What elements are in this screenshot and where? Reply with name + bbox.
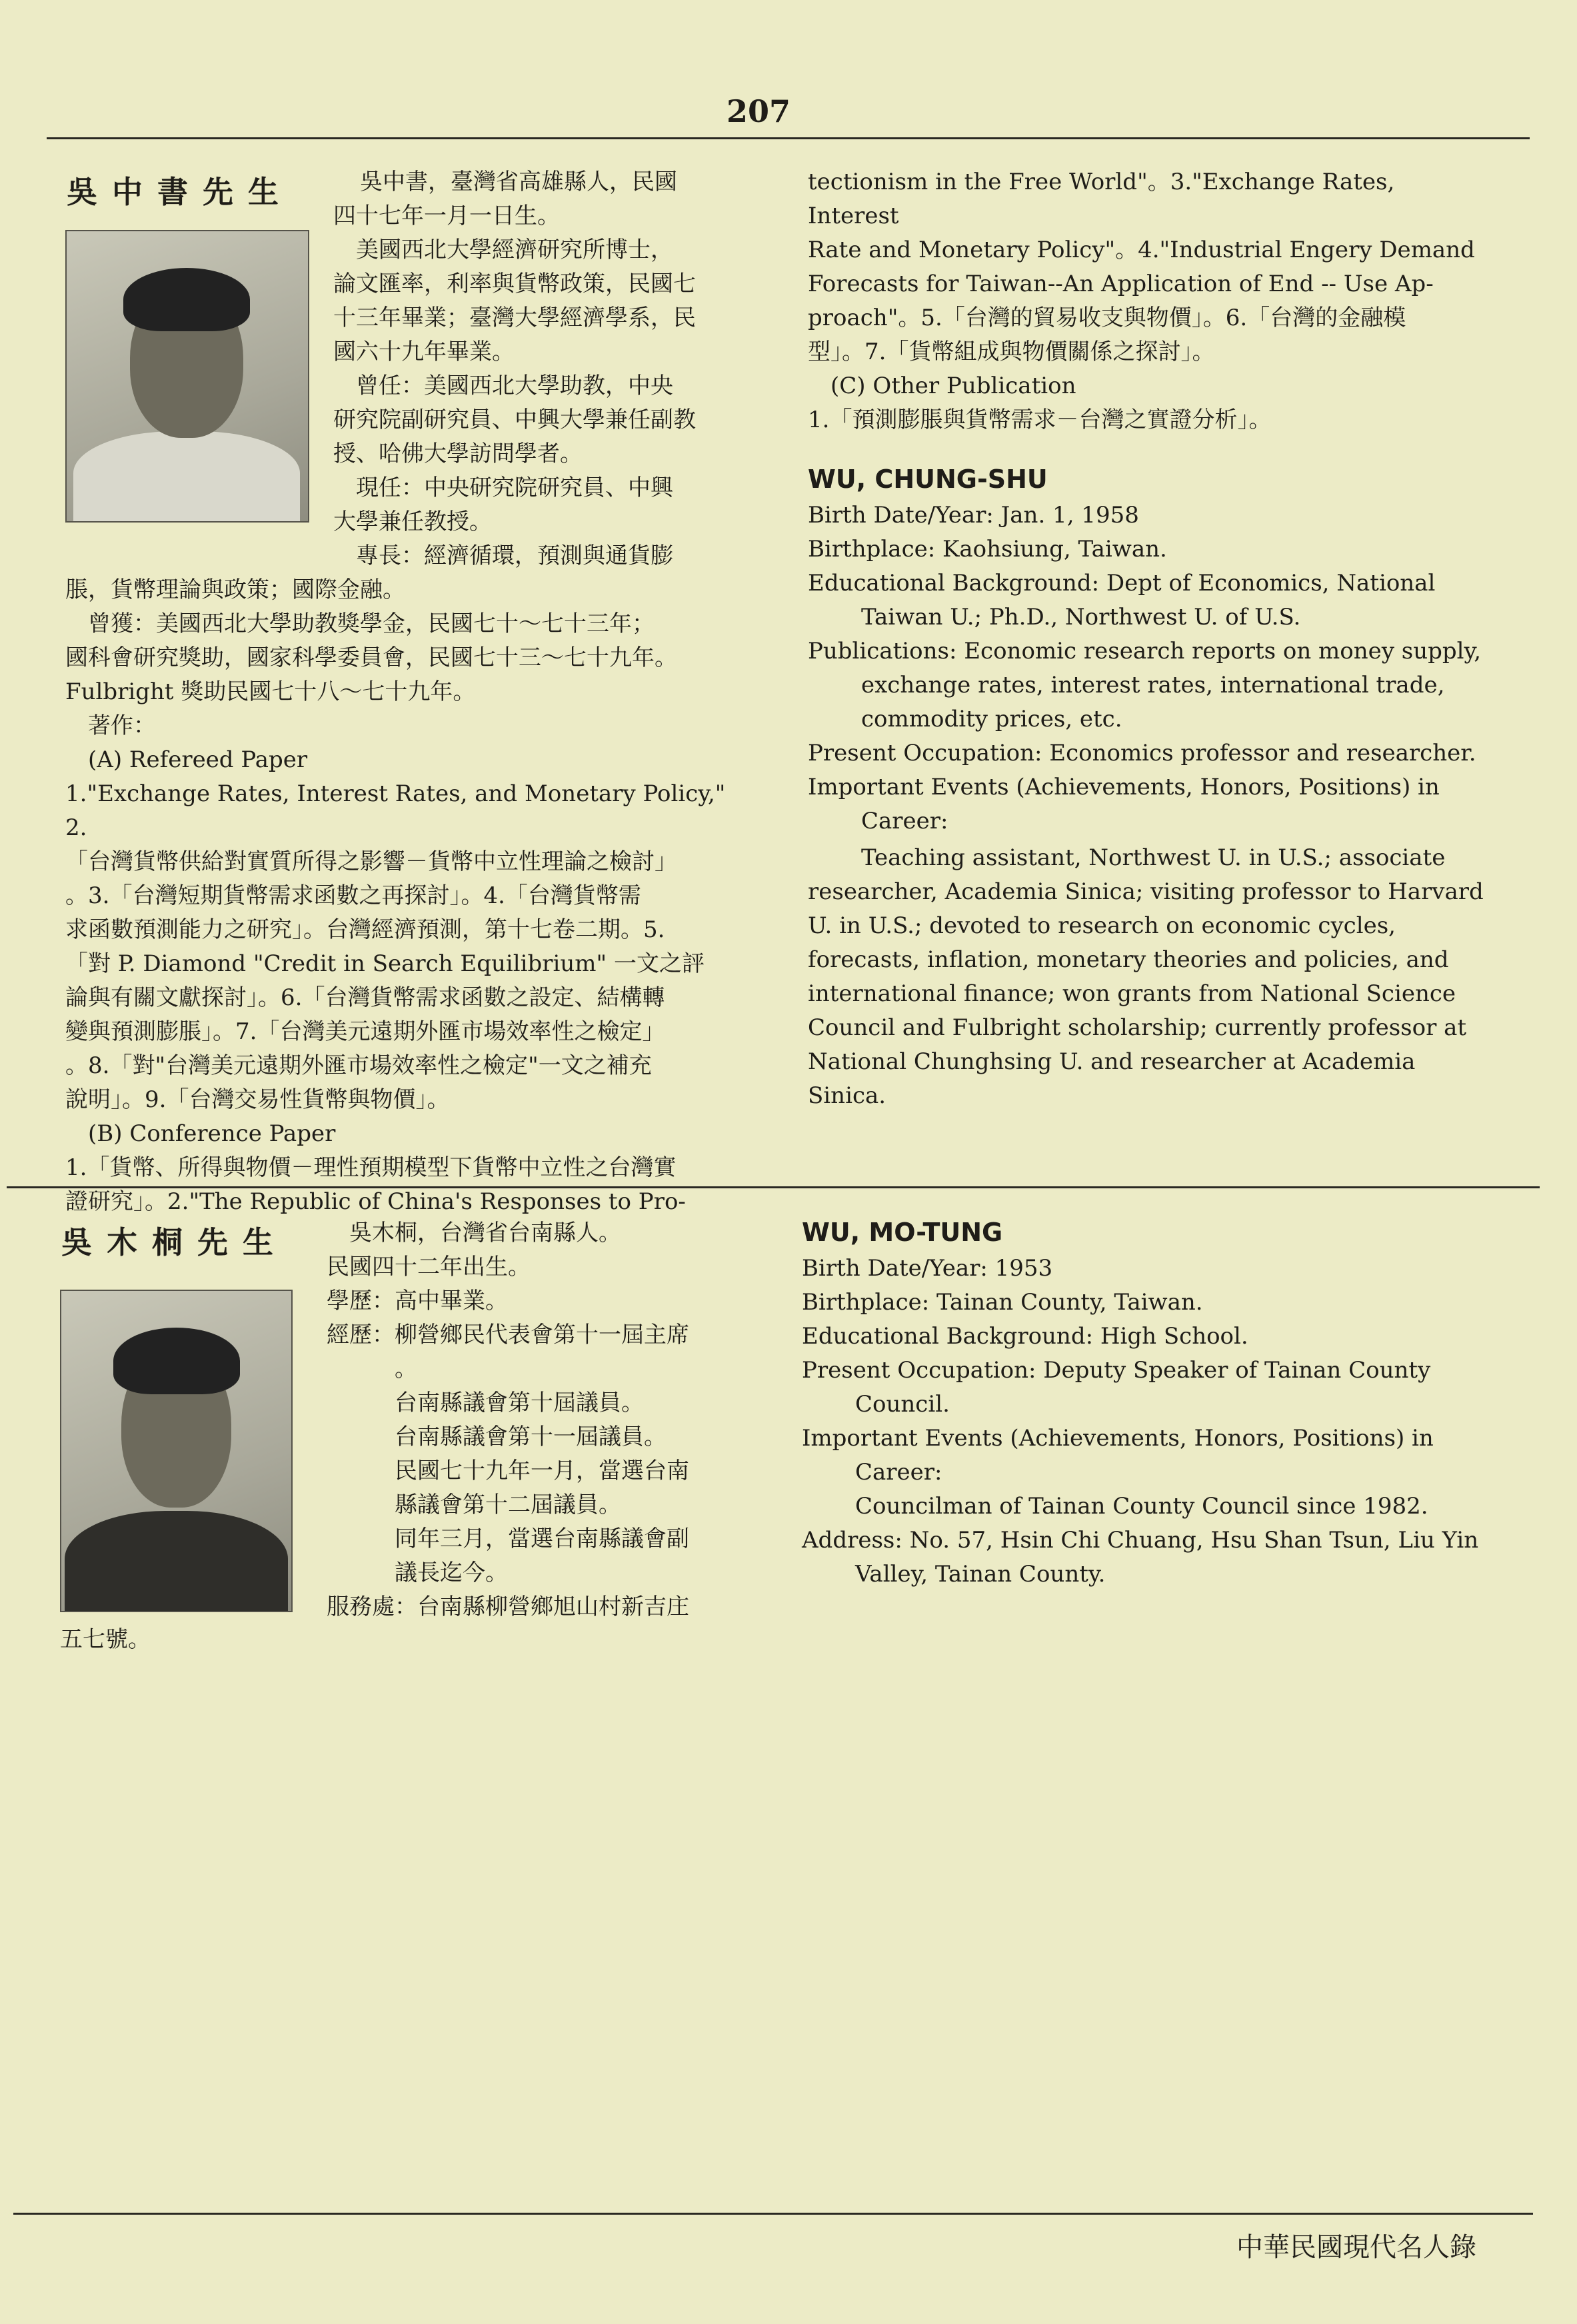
- career-paragraph: Teaching assistant, Northwest U. in U.S.; associate researcher, Academia Sinica; visiting professor to Harvard U. in U.S.; devoted to research on economic cycles, forecasts, inflation, monetary theories and policies, and international finance; won grants from National Science Council and Fulbright scholarship; currently professor at National Chunghsing U. and researcher at Academia Sinica.: [808, 844, 1484, 1109]
- bio-line: 十三年畢業；臺灣大學經濟學系，民: [333, 305, 696, 331]
- bio-line: 台南縣議會第十一屆議員。: [327, 1424, 667, 1450]
- bio-field: Present Occupation: Deputy Speaker of Tainan County Council.: [802, 1357, 1431, 1418]
- entry1-chinese-name: 吳中書先生: [67, 174, 293, 210]
- bio-line: 說明」。9.「台灣交易性貨幣與物價」。: [65, 1086, 450, 1113]
- bio-field: Important Events (Achievements, Honors, Positions) in Career:: [802, 1425, 1434, 1486]
- bio-field: Birth Date/Year: 1953: [802, 1255, 1053, 1282]
- bottom-rule: [13, 2213, 1533, 2215]
- book-title-footer: 中華民國現代名人錄: [1236, 2232, 1476, 2263]
- bio-line: 吳中書，臺灣省高雄縣人，民國: [360, 169, 677, 195]
- entry1-chinese-bio-right: [333, 165, 740, 573]
- bio-line: (B) Conference Paper: [65, 1120, 336, 1147]
- entry2-chinese-bio-tail: 五七號。: [60, 1626, 151, 1653]
- bio-line: 經歷：柳營鄉民代表會第十一屆主席: [327, 1322, 689, 1348]
- bio-line: 美國西北大學經濟研究所博士，: [333, 237, 673, 263]
- entry2-portrait-photo: [60, 1290, 293, 1612]
- bio-field: Birth Date/Year: Jan. 1, 1958: [808, 502, 1139, 529]
- bio-line: (C) Other Publication: [808, 373, 1076, 399]
- bio-field: Important Events (Achievements, Honors, Positions) in Career:: [808, 774, 1440, 834]
- bio-line: 曾任：美國西北大學助教，中央: [333, 373, 673, 399]
- career-paragraph: Councilman of Tainan County Council since 1982.: [855, 1493, 1428, 1520]
- bio-line: 縣議會第十二屆議員。: [327, 1492, 621, 1518]
- bio-line: 四十七年一月一日生。: [333, 203, 560, 229]
- entry1-portrait-photo: [65, 230, 309, 523]
- bio-line: 授、哈佛大學訪問學者。: [333, 441, 583, 467]
- bio-line: 型」。7.「貨幣組成與物價關係之探討」。: [808, 339, 1215, 365]
- bio-line: 民國七十九年一月，當選台南: [327, 1458, 689, 1484]
- bio-line: Forecasts for Taiwan--An Application of End -- Use Ap-: [808, 271, 1434, 297]
- entry2-chinese-name: 吳木桐先生: [61, 1224, 288, 1260]
- bio-line: 脹，貨幣理論與政策；國際金融。: [65, 577, 405, 603]
- bio-field: Publications: Economic research reports on money supply, exchange rates, interest rates, international trade, commodity prices, etc.: [808, 638, 1482, 732]
- top-rule: [47, 137, 1530, 139]
- bio-line: 1."Exchange Rates, Interest Rates, and Monetary Policy," 2.: [65, 780, 726, 841]
- entry2-english-name: WU, MO-TUNG: [802, 1218, 1003, 1247]
- bio-line: Rate and Monetary Policy"。4."Industrial Engery Demand: [808, 237, 1475, 263]
- bio-line: 1.「貨幣、所得與物價－理性預期模型下貨幣中立性之台灣實: [65, 1154, 677, 1181]
- bio-line: 學歷：高中畢業。: [327, 1288, 508, 1314]
- bio-line: 同年三月，當選台南縣議會副: [327, 1526, 689, 1552]
- entry1-english-name: WU, CHUNG-SHU: [808, 465, 1048, 494]
- bio-line: 1.「預測膨脹與貨幣需求－台灣之實證分析」。: [808, 407, 1272, 433]
- entry2-english-bio: [802, 1213, 1488, 1592]
- bio-line: 議長迄今。: [327, 1560, 508, 1586]
- bio-line: 變與預測膨脹」。7.「台灣美元遠期外匯市場效率性之檢定」: [65, 1018, 665, 1045]
- bio-line: tectionism in the Free World"。3."Exchange Rates, Interest: [808, 169, 1395, 229]
- bio-field: Educational Background: Dept of Economics, National Taiwan U.; Ph.D., Northwest U. of U.S.: [808, 570, 1436, 630]
- bio-line: 服務處：台南縣柳營鄉旭山村新吉庄: [327, 1594, 689, 1620]
- bio-line: 專長：經濟循環，預測與通貨膨: [333, 543, 673, 569]
- bio-line: 民國四十二年出生。: [327, 1254, 531, 1280]
- entry1-english-bio: [808, 460, 1488, 1113]
- bio-field: Present Occupation: Economics professor and researcher.: [808, 740, 1476, 766]
- bio-line: 。3.「台灣短期貨幣需求函數之再探討」。4.「台灣貨幣需: [65, 882, 641, 909]
- bio-field: Birthplace: Kaohsiung, Taiwan.: [808, 536, 1167, 563]
- bio-line: 吳木桐，台灣省台南縣人。: [327, 1220, 621, 1246]
- bio-line: Fulbright 獎助民國七十八～七十九年。: [65, 678, 476, 705]
- bio-line: 國科會研究獎助，國家科學委員會，民國七十三～七十九年。: [65, 644, 677, 671]
- entry1-publications-continued: [808, 165, 1488, 437]
- bio-line: 。: [327, 1356, 417, 1382]
- bio-line: 。8.「對"台灣美元遠期外匯市場效率性之檢定"一文之補充: [65, 1052, 652, 1079]
- bio-line: 著作：: [65, 712, 156, 739]
- bio-line: 求函數預測能力之研究」。台灣經濟預測，第十七卷二期。5.: [65, 916, 665, 943]
- bio-field: Birthplace: Tainan County, Taiwan.: [802, 1289, 1203, 1316]
- entry1-chinese-bio-full: [65, 573, 745, 1219]
- bio-line: 大學兼任教授。: [333, 509, 492, 535]
- bio-line: 「對 P. Diamond "Credit in Search Equilibrium" 一文之評: [65, 950, 705, 977]
- bio-line: 論與有關文獻探討」。6.「台灣貨幣需求函數之設定、結構轉: [65, 984, 665, 1011]
- bio-line: 曾獲：美國西北大學助教獎學金，民國七十～七十三年；: [65, 610, 655, 637]
- entry2-chinese-bio: [327, 1216, 753, 1624]
- page-number: 207: [727, 93, 791, 129]
- bio-line: 國六十九年畢業。: [333, 339, 515, 365]
- bio-line: 論文匯率，利率與貨幣政策，民國七: [333, 271, 696, 297]
- bio-line: 研究院副研究員、中興大學兼任副教: [333, 407, 696, 433]
- bio-line: 證研究」。2."The Republic of China's Responses to Pro-: [65, 1188, 686, 1215]
- bio-field: Educational Background: High School.: [802, 1323, 1248, 1350]
- bio-line: (A) Refereed Paper: [65, 746, 308, 773]
- bio-line: proach"。5.「台灣的貿易收支與物價」。6.「台灣的金融模: [808, 305, 1406, 331]
- address-field: Address: No. 57, Hsin Chi Chuang, Hsu Shan Tsun, Liu Yin Valley, Tainan County.: [802, 1527, 1479, 1588]
- bio-line: 現任：中央研究院研究員、中興: [333, 475, 673, 501]
- bio-line: 「台灣貨幣供給對實質所得之影響－貨幣中立性理論之檢討」: [65, 848, 677, 875]
- bio-line: 台南縣議會第十屆議員。: [327, 1390, 644, 1416]
